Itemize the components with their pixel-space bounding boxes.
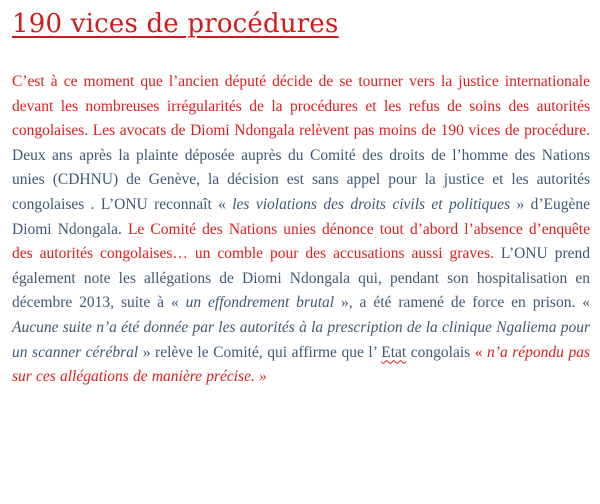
highlighted-committee: Le Comité des Nations unies dénonce tout d’abord l’absence d’enquête des autorités congolaises… un comble pour des accusations aussi graves.: [12, 220, 590, 263]
body-text: » relève le Comité, qui affirme que l’: [138, 343, 382, 361]
spellcheck-word: Etat: [381, 343, 407, 361]
section-heading: 190 vices de procédures: [12, 9, 339, 39]
body-text: Deux ans après la plainte déposée auprès du Comité des droits de l’homme des Nations unies (CDHNU) de Genève, la décision est sans appel pour la justice et les autorités congolaises . L’ONU reconnaît «: [12, 146, 590, 213]
body-text: L’ONU prend également note les allégations de Diomi Ndongala qui, pendant son hospitalisation en décembre 2013, suite à «: [12, 245, 590, 312]
article-paragraph: [12, 70, 590, 390]
quote-effondrement: un effondrement brutal: [185, 294, 335, 312]
highlighted-intro: C’est à ce moment que l’ancien député décide de se tourner vers la justice internationale devant les nombreuses irrégularités de la procédures et les refus de soins des autorités congolaises. Les avocats de Diomi Ndongala relèvent pas moins de 190 vices de procédure.: [12, 73, 590, 140]
quote-scanner: Aucune suite n’a été donnée par les autorités à la prescription de la clinique Ngaliema pour un scanner cérébral: [12, 318, 590, 361]
body-text: congolais: [406, 343, 475, 361]
quote-mark: «: [474, 343, 488, 361]
quote-violations: les violations des droits civils et politiques: [232, 195, 511, 213]
body-text: » d’Eugène Diomi Ndongala.: [12, 195, 590, 238]
quote-response: n’a répondu pas sur ces allégations de manière précise. »: [12, 343, 590, 386]
body-text: », a été ramené de force en prison. «: [334, 294, 590, 312]
